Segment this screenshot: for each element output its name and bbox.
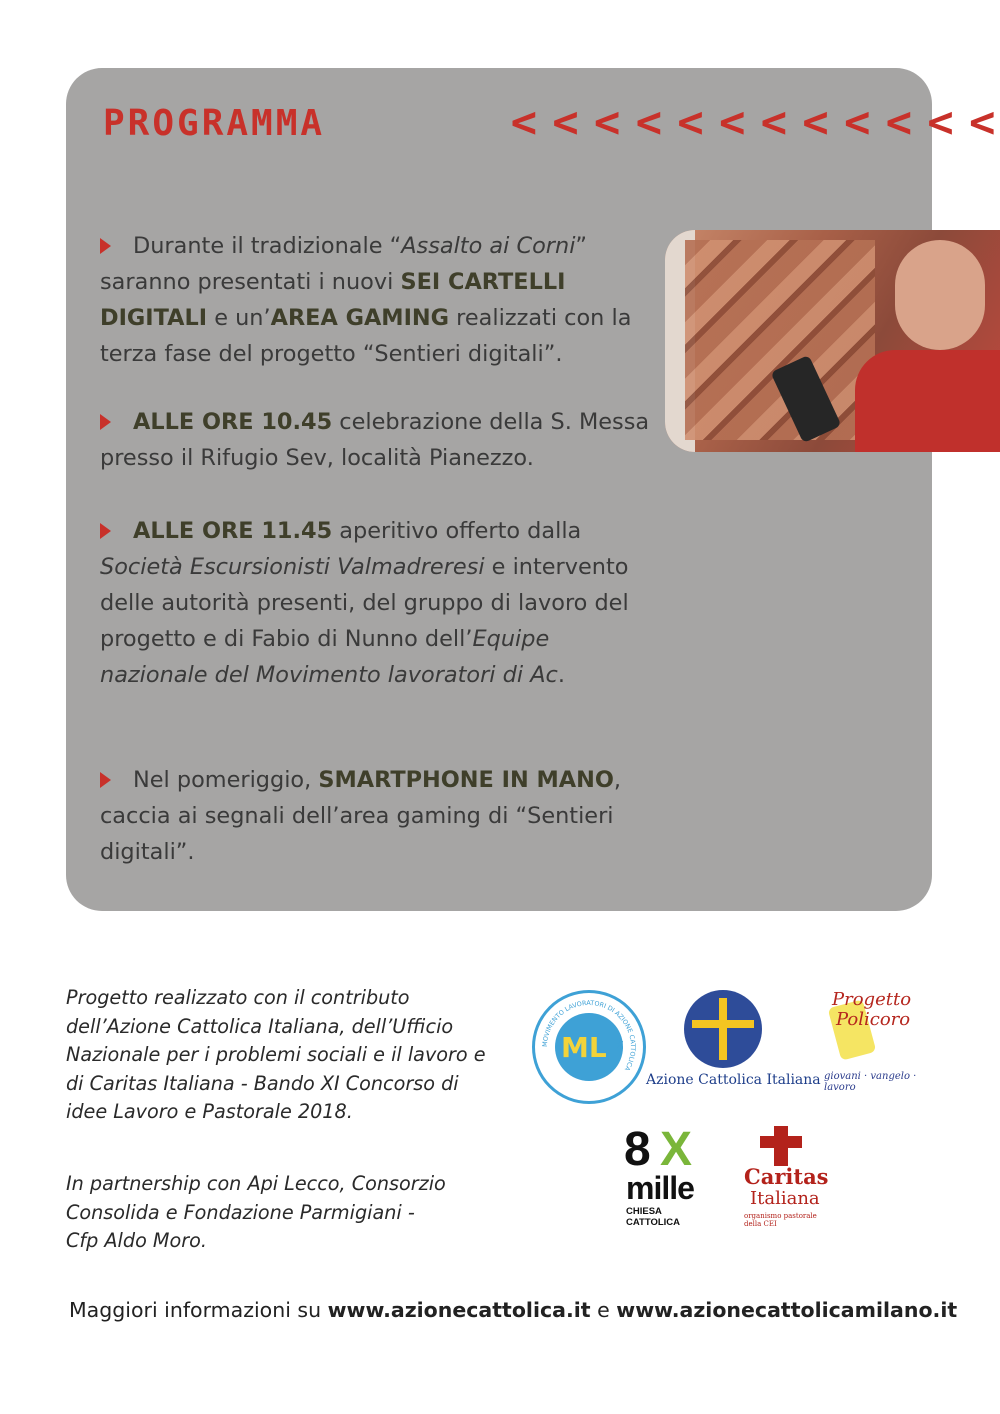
item3-italic-equipe: Equipe nazionale del Movimento lavoratori di Ac	[100, 626, 558, 688]
photo-face	[895, 240, 985, 350]
caritas-logo	[742, 1124, 834, 1228]
item1-italic: Assalto ai Corni	[401, 233, 576, 259]
program-item-1	[100, 228, 660, 372]
chevron-left-icon: <	[677, 103, 704, 143]
mlac-letters: ML	[561, 1031, 607, 1064]
item1-highlight-signs: SEI CARTELLI DIGITALI	[100, 269, 566, 331]
policoro-line1: Progetto	[832, 989, 912, 1010]
photo-roof-tiles	[685, 240, 875, 440]
policoro-tagline: giovani · vangelo · lavoro	[824, 1071, 917, 1093]
item1-text-b: ” saranno presentati i nuovi	[100, 233, 588, 295]
item2-text: celebrazione della S. Messa presso il Rifugio Sev, località Pianezzo.	[100, 409, 650, 471]
chevron-left-icon: <	[968, 103, 996, 143]
item2-time: ALLE ORE 10.45	[133, 409, 333, 435]
more-info-and: e	[590, 1298, 617, 1322]
chevron-left-icon: <	[635, 103, 663, 143]
item3-text-a: aperitivo offerto dalla	[332, 518, 582, 544]
chevron-left-icon: <	[593, 103, 621, 143]
item4-text-b: , caccia ai segnali dell’area gaming di “Sentieri digitali”.	[100, 767, 622, 865]
more-info	[69, 1298, 957, 1322]
photo-shirt	[855, 350, 1000, 452]
item1-text-a: Durante il tradizionale “	[133, 233, 402, 259]
policoro-logo	[820, 985, 930, 1095]
aci-cross-vertical	[719, 998, 727, 1060]
chevron-decoration	[506, 103, 1000, 143]
chevron-left-icon: <	[927, 103, 954, 143]
item1-highlight-gaming: AREA GAMING	[270, 305, 450, 331]
item1-text-c: e un’	[207, 305, 271, 331]
opm-mille: mille	[626, 1170, 694, 1206]
caritas-name: Caritas	[744, 1164, 829, 1189]
chevron-left-icon: <	[718, 103, 746, 143]
link-azionecattolica[interactable]: www.azionecattolica.it	[327, 1298, 591, 1322]
credits-text: Progetto realizzato con il contributo dell’Azione Cattolica Italiana, dell’Ufficio Nazionale per i problemi sociali e il lavoro e di Caritas Italiana - Bando XI Concorso di idee Lavoro e Pastorale 2018.	[66, 986, 486, 1123]
opm-x: X	[660, 1123, 693, 1176]
bullet-arrow-icon	[100, 238, 111, 254]
photo-girl-smartphone	[665, 230, 1000, 452]
chevron-left-icon: <	[760, 103, 788, 143]
item4-text-a: Nel pomeriggio,	[133, 767, 319, 793]
more-info-prefix: Maggiori informazioni su	[69, 1298, 328, 1322]
opm-chiesa: CHIESA CATTOLICA	[626, 1206, 681, 1228]
chevron-left-icon: <	[843, 103, 871, 143]
caritas-cross-bar	[760, 1136, 802, 1148]
aci-label: Azione Cattolica Italiana	[646, 1072, 821, 1088]
chevron-left-icon: <	[885, 103, 913, 143]
mlac-ring-text: MOVIMENTO LAVORATORI DI AZIONE CATTOLICA	[540, 998, 638, 1073]
bullet-arrow-icon	[100, 414, 111, 430]
item3-time: ALLE ORE 11.45	[133, 518, 333, 544]
caritas-country: Italiana	[750, 1188, 820, 1209]
caritas-subtitle: organismo pastorale della CEI	[744, 1212, 817, 1228]
item3-text-b: e intervento delle autorità presenti, del gruppo di lavoro del progetto e di Fabio di Nunno dell’	[100, 554, 629, 652]
chevron-left-icon: <	[510, 103, 538, 143]
bullet-arrow-icon	[100, 772, 111, 788]
item4-highlight: SMARTPHONE IN MANO	[318, 767, 614, 793]
program-item-3	[100, 513, 660, 693]
mlac-logo	[532, 990, 646, 1104]
chevron-left-icon: <	[552, 103, 579, 143]
item1-text-d: realizzati con la terza fase del progetto “Sentieri digitali”.	[100, 305, 632, 367]
item3-italic-society: Società Escursionisti Valmadreresi	[100, 554, 485, 580]
policoro-line2: Policoro	[836, 1009, 911, 1030]
mlac-ac: AC	[615, 1039, 624, 1050]
otto-per-mille-logo	[624, 1122, 714, 1228]
program-item-2	[100, 404, 660, 476]
partnership-text: In partnership con Api Lecco, Consorzio Consolida e Fondazione Parmigiani - Cfp Aldo Moro.	[66, 1172, 446, 1252]
aci-cross-horizontal	[692, 1020, 754, 1028]
program-item-4	[100, 762, 660, 870]
chevron-left-icon: <	[802, 103, 829, 143]
bullet-arrow-icon	[100, 523, 111, 539]
opm-eight: 8	[624, 1123, 651, 1176]
aci-cross-icon	[684, 990, 762, 1068]
item3-text-c: .	[557, 662, 565, 688]
link-azionecattolicamilano[interactable]: www.azionecattolicamilano.it	[616, 1298, 958, 1322]
page-title: PROGRAMMA	[103, 103, 326, 144]
